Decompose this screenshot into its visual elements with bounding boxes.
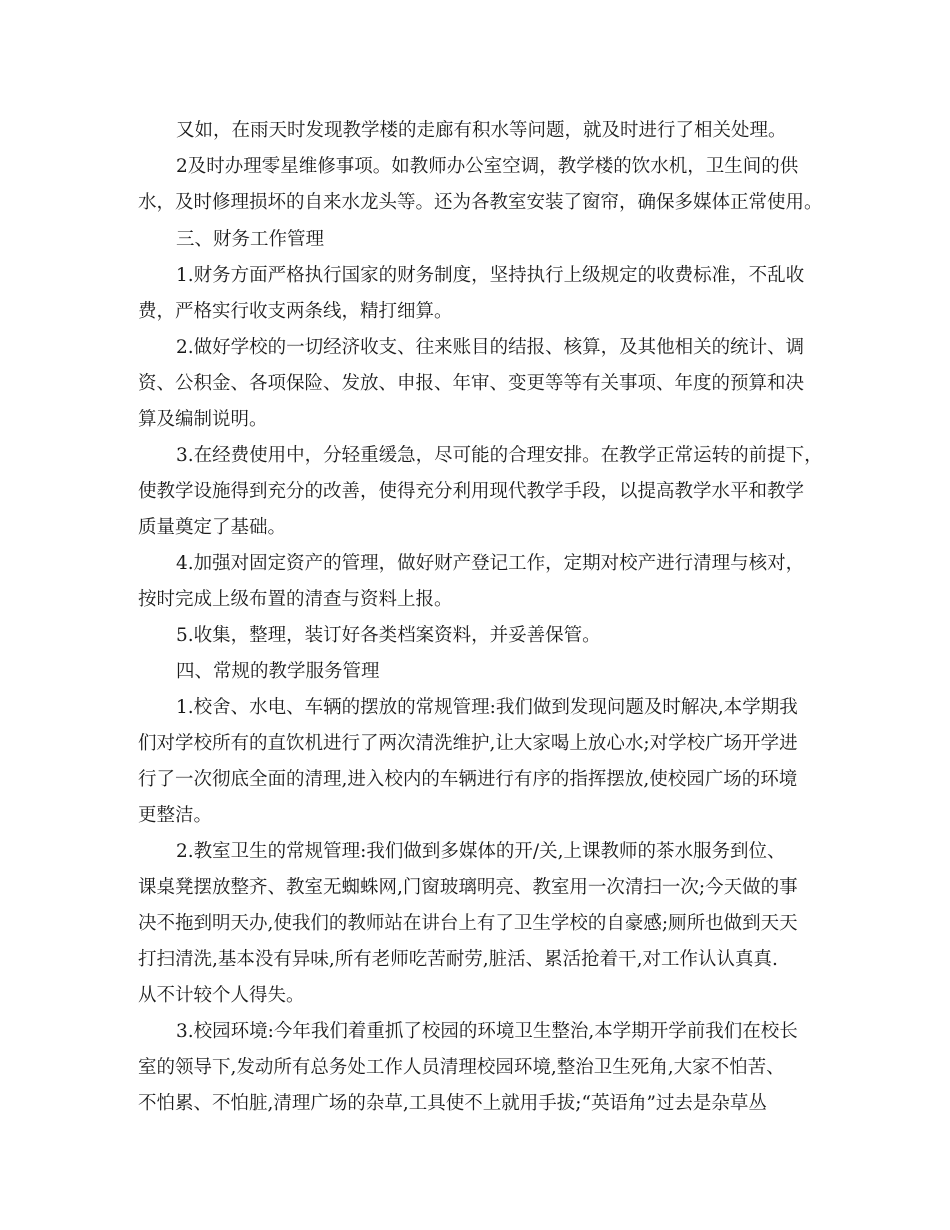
paragraph-line: 课桌凳摆放整齐、教室无蜘蛛网,门窗玻璃明亮、教室用一次清扫一次;今天做的事 (138, 877, 798, 898)
paragraph-line: 3.在经费使用中，分轻重缓急，尽可能的合理安排。在教学正常运转的前提下， (176, 445, 823, 466)
paragraph-line: 3.校园环境:今年我们着重抓了校园的环境卫生整治,本学期开学前我们在校长 (176, 1021, 798, 1042)
paragraph-line: 们对学校所有的直饮机进行了两次清洗维护,让大家喝上放心水;对学校广场开学进 (138, 733, 798, 754)
section-heading: 三、财务工作管理 (176, 229, 325, 250)
paragraph-line: 资、公积金、各项保险、发放、申报、年审、变更等等有关事项、年度的预算和决 (138, 373, 805, 394)
paragraph-line: 1.财务方面严格执行国家的财务制度，坚持执行上级规定的收费标准，不乱收 (176, 265, 805, 286)
paragraph-line: 从不计较个人得失。 (138, 985, 305, 1006)
paragraph-line: 决不拖到明天办,使我们的教师站在讲台上有了卫生学校的自豪感;厕所也做到天天 (138, 913, 798, 934)
paragraph-line: 2及时办理零星维修事项。如教师办公室空调，教学楼的饮水机，卫生间的供 (176, 156, 799, 177)
paragraph-line: 2.做好学校的一切经济收支、往来账目的结报、核算，及其他相关的统计、调 (176, 337, 805, 358)
paragraph-line: 2.教室卫生的常规管理:我们做到多媒体的开/关,上课教师的茶水服务到位、 (176, 841, 786, 862)
paragraph-line: 打扫清洗,基本没有异味,所有老师吃苦耐劳,脏活、累活抢着干,对工作认认真真. (138, 949, 778, 970)
paragraph-line: 不怕累、不怕脏,清理广场的杂草,工具使不上就用手拔;“英语角”过去是杂草丛 (138, 1093, 767, 1114)
paragraph-line: 行了一次彻底全面的清理,进入校内的车辆进行有序的指挥摆放,使校园广场的环境 (138, 769, 798, 790)
paragraph-line: 室的领导下,发动所有总务处工作人员清理校园环境,整治卫生死角,大家不怕苦、 (138, 1057, 785, 1078)
paragraph-line: 按时完成上级布置的清查与资料上报。 (138, 589, 453, 610)
paragraph-line: 质量奠定了基础。 (138, 517, 287, 538)
paragraph-line: 使教学设施得到充分的改善，使得充分利用现代教学手段，以提高教学水平和教学 (138, 481, 805, 502)
paragraph-line: 4.加强对固定资产的管理，做好财产登记工作，定期对校产进行清理与核对， (176, 553, 805, 574)
paragraph-line: 水，及时修理损坏的自来水龙头等。还为各教室安装了窗帘，确保多媒体正常使用。 (138, 192, 823, 213)
paragraph-line: 费，严格实行收支两条线，精打细算。 (138, 301, 453, 322)
paragraph-line: 更整洁。 (138, 805, 213, 826)
paragraph-line: 又如，在雨天时发现教学楼的走廊有积水等问题，就及时进行了相关处理。 (176, 120, 787, 141)
paragraph-line: 算及编制说明。 (138, 409, 268, 430)
paragraph-line: 5.收集，整理，装订好各类档案资料，并妥善保管。 (176, 625, 601, 646)
section-heading: 四、常规的教学服务管理 (176, 661, 380, 682)
paragraph-line: 1.校舍、水电、车辆的摆放的常规管理:我们做到发现问题及时解决,本学期我 (176, 697, 798, 718)
